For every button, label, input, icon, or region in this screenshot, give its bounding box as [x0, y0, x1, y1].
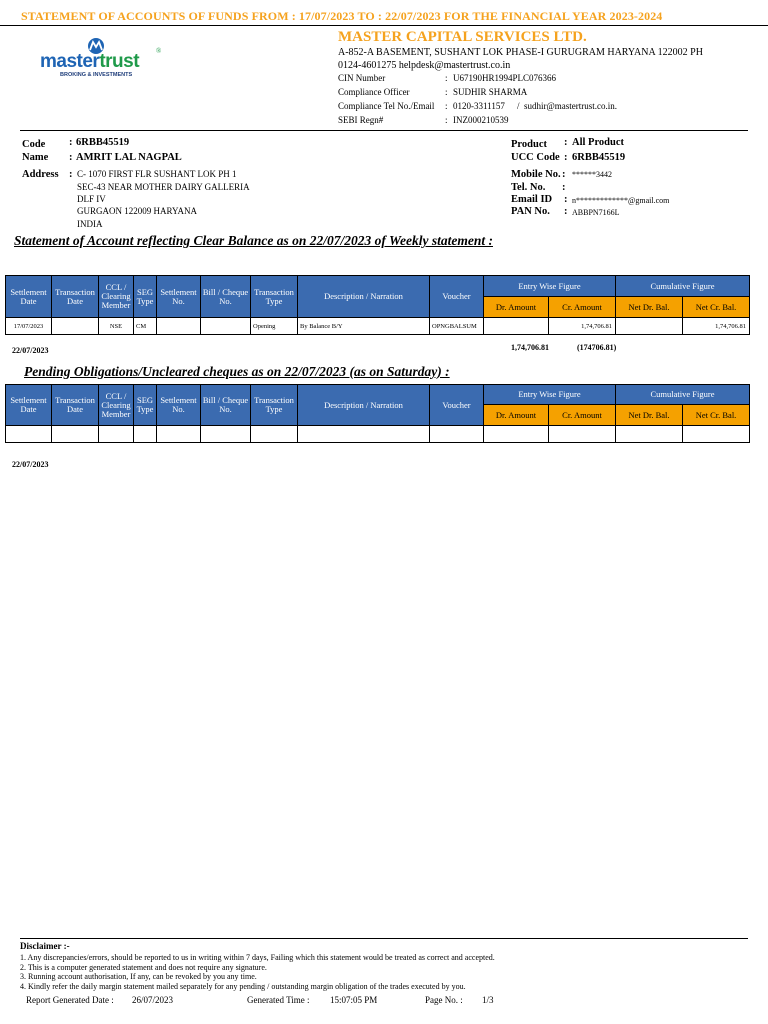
cell-dr [484, 318, 549, 335]
col-dr-amount: Dr. Amount [484, 297, 549, 318]
sebi-label: SEBI Regn# [338, 115, 384, 125]
compliance-officer-label: Compliance Officer [338, 87, 410, 97]
pending-obligations-date: 22/07/2023 [12, 460, 49, 469]
logo-registered: ® [156, 47, 162, 55]
company-name: MASTER CAPITAL SERVICES LTD. [338, 29, 587, 45]
col-settlement-no: Settlement No. [157, 385, 201, 426]
cell-type: Opening [251, 318, 298, 335]
address-line: GURGAON 122009 HARYANA [77, 206, 198, 216]
cin-label: CIN Number [338, 73, 386, 83]
ucc-value: 6RBB45519 [572, 152, 626, 163]
tel-colon: : [562, 182, 566, 193]
code-colon: : [69, 137, 73, 148]
sebi-colon: : [445, 115, 448, 125]
clear-balance-table [5, 275, 750, 335]
cell-settlement-date: 17/07/2023 [6, 318, 52, 335]
col-transaction-date: Transaction Date [52, 276, 99, 318]
col-ccl: CCL / Clearing Member [99, 385, 134, 426]
address-label: Address [22, 169, 59, 180]
client-code: 6RBB45519 [76, 137, 130, 148]
product-colon: : [564, 137, 568, 148]
clear-balance-total-cr: 1,74,706.81 [511, 343, 549, 352]
col-transaction-date: Transaction Date [52, 385, 99, 426]
mobile-label: Mobile No. [511, 169, 561, 180]
address-colon: : [69, 169, 73, 180]
col-cr-amount: Cr. Amount [549, 297, 616, 318]
cell-description: By Balance B/Y [298, 318, 430, 335]
product-label: Product [511, 139, 547, 150]
pan-value: ABBPN7166L [572, 208, 620, 217]
col-seg: SEG Type [134, 276, 157, 318]
col-cumulative: Cumulative Figure [616, 276, 750, 297]
col-dr-amount: Dr. Amount [484, 405, 549, 426]
product-value: All Product [572, 137, 625, 148]
compliance-tel-slash: / [517, 101, 520, 111]
address-line: DLF IV [77, 194, 106, 204]
banner-divider [0, 25, 768, 26]
page-number-label: Page No. : [425, 995, 463, 1005]
col-settlement-date: Settlement Date [6, 276, 52, 318]
cell-settlement-no [157, 318, 201, 335]
compliance-email-value[interactable]: sudhir@mastertrust.co.in. [524, 101, 618, 111]
col-entry-wise: Entry Wise Figure [484, 276, 616, 297]
pan-label: PAN No. [511, 206, 550, 217]
clear-balance-total-net: (174706.81) [577, 343, 617, 352]
col-bill: Bill / Cheque No. [201, 276, 251, 318]
disclaimer-divider [20, 938, 748, 939]
client-name: AMRIT LAL NAGPAL [76, 152, 182, 163]
mobile-value: ******3442 [572, 170, 612, 179]
col-description: Description / Narration [298, 276, 430, 318]
email-label: Email ID [511, 194, 553, 205]
cell-net-dr [616, 318, 683, 335]
col-net-cr: Net Cr. Bal. [683, 297, 750, 318]
col-transaction-type: Transaction Type [251, 276, 298, 318]
compliance-officer-colon: : [445, 87, 448, 97]
name-colon: : [69, 152, 73, 163]
cell-voucher: OPNGBALSUM [430, 318, 484, 335]
email-value: n*************@gmail.com [572, 196, 670, 205]
page-number-value: 1/3 [482, 995, 494, 1005]
company-contact: 0124-4601275 helpdesk@mastertrust.co.in [338, 60, 511, 71]
disclaimer-line: 2. This is a computer generated statement and does not require any signature. [20, 963, 267, 972]
disclaimer-line: 3. Running account authorisation, If any, can be revoked by you any time. [20, 972, 257, 981]
pending-obligations-title: Pending Obligations/Uncleared cheques as on 22/07/2023 (as on Saturday) : [24, 364, 450, 379]
cell-transaction-date [52, 318, 99, 335]
cell-seg: CM [134, 318, 157, 335]
col-ccl: CCL / Clearing Member [99, 276, 134, 318]
col-settlement-date: Settlement Date [6, 385, 52, 426]
cell-net-cr: 1,74,706.81 [683, 318, 750, 335]
compliance-tel-label: Compliance Tel No./Email [338, 101, 435, 111]
col-seg: SEG Type [134, 385, 157, 426]
cell-bill [201, 318, 251, 335]
logo-tagline: BROKING & INVESTMENTS [60, 72, 133, 78]
generated-time-value: 15:07:05 PM [330, 995, 378, 1005]
company-address: A-852-A BASEMENT, SUSHANT LOK PHASE-I GURUGRAM HARYANA 122002 PH [338, 47, 703, 58]
ucc-label: UCC Code [511, 152, 560, 163]
tel-label: Tel. No. [511, 182, 546, 193]
compliance-tel-value: 0120-3311157 [453, 101, 505, 111]
pending-obligations-table [5, 384, 750, 443]
email-colon: : [564, 194, 568, 205]
table-row [6, 318, 750, 335]
compliance-officer-value: SUDHIR SHARMA [453, 87, 528, 97]
col-transaction-type: Transaction Type [251, 385, 298, 426]
col-net-dr: Net Dr. Bal. [616, 297, 683, 318]
clear-balance-date: 22/07/2023 [12, 346, 49, 355]
col-settlement-no: Settlement No. [157, 276, 201, 318]
col-description: Description / Narration [298, 385, 430, 426]
col-net-dr: Net Dr. Bal. [616, 405, 683, 426]
code-label: Code [22, 139, 46, 150]
ucc-colon: : [564, 152, 568, 163]
col-net-cr: Net Cr. Bal. [683, 405, 750, 426]
mastertrust-logo [38, 37, 168, 83]
name-label: Name [22, 152, 49, 163]
col-voucher: Voucher [430, 385, 484, 426]
sebi-value: INZ000210539 [453, 115, 509, 125]
table-row [6, 426, 750, 443]
col-cr-amount: Cr. Amount [549, 405, 616, 426]
address-line: INDIA [77, 219, 103, 229]
compliance-tel-colon: : [445, 101, 448, 111]
report-date-label: Report Generated Date : [26, 995, 114, 1005]
generated-time-label: Generated Time : [247, 995, 310, 1005]
disclaimer-line: 1. Any discrepancies/errors, should be reported to us in writing within 7 days, Failing which this statement would be treated as correct and accepted. [20, 953, 495, 962]
clear-balance-title: Statement of Account reflecting Clear Balance as on 22/07/2023 of Weekly statement : [14, 233, 493, 248]
col-bill: Bill / Cheque No. [201, 385, 251, 426]
cell-cr: 1,74,706.81 [549, 318, 616, 335]
col-cumulative: Cumulative Figure [616, 385, 750, 405]
col-voucher: Voucher [430, 276, 484, 318]
disclaimer-line: 4. Kindly refer the daily margin statement mailed separately for any pending / outstanding margin obligation of the trades executed by you. [20, 982, 466, 991]
disclaimer-title: Disclaimer :- [20, 941, 70, 951]
report-date-value: 26/07/2023 [132, 995, 174, 1005]
col-entry-wise: Entry Wise Figure [484, 385, 616, 405]
header-divider [20, 130, 748, 131]
mobile-colon: : [562, 169, 566, 180]
cin-value: U67190HR1994PLC076366 [453, 73, 557, 83]
address-line: C- 1070 FIRST FLR SUSHANT LOK PH 1 [77, 169, 237, 179]
address-line: SEC-43 NEAR MOTHER DAIRY GALLERIA [77, 182, 250, 192]
cin-colon: : [445, 73, 448, 83]
logo-wordmark: mastertrust [40, 51, 140, 72]
pan-colon: : [564, 206, 568, 217]
cell-ccl: NSE [99, 318, 134, 335]
statement-banner: STATEMENT OF ACCOUNTS OF FUNDS FROM : 17/07/2023 TO : 22/07/2023 FOR THE FINANCIAL YEAR 2023-2024 [21, 9, 663, 23]
